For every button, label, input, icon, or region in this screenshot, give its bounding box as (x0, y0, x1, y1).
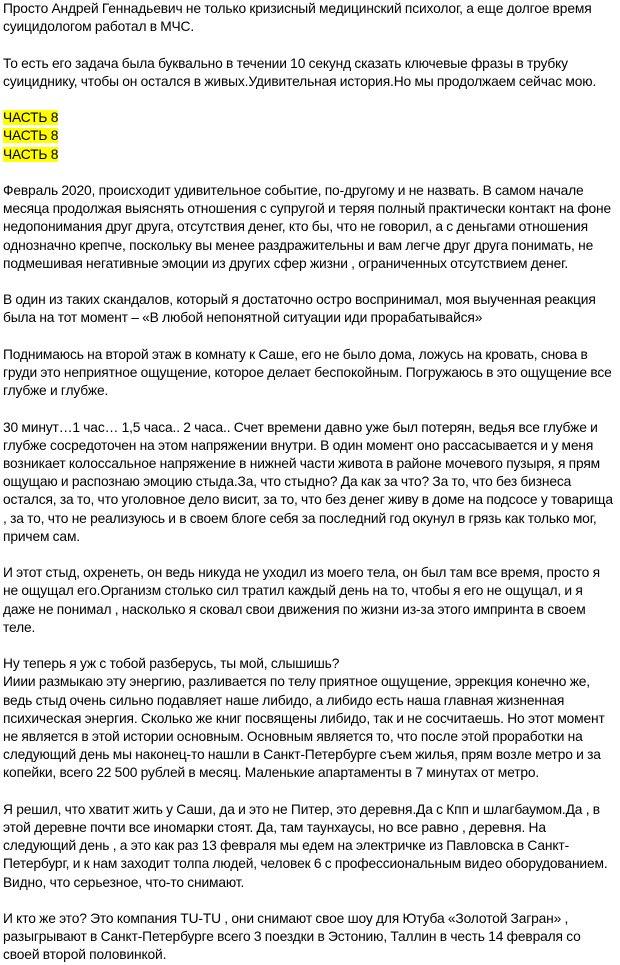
part-heading: ЧАСТЬ 8 (3, 128, 59, 144)
part-heading-block (3, 109, 617, 164)
body-paragraph-time: 30 минут…1 час… 1,5 часа.. 2 часа.. Счет времени давно уже был потерян, ведья все глубже и глубже сосредоточен на этом напряжении внутри. В один момент оно рассасывается и у меня возникает колоссальное напряжение в нижней части живота в районе мочевого пузыря, я прям ощущаю и распознаю эмоцию стыда.За, что стыдно? Да как за что? За то, что без бизнеса остался, за то, что уголовное дело висит, за то, что без денег живу в доме на подсосе у товарища , за то, что не реализуюсь и в своем блоге себя за последний год окунул в грязь как только мог, причем сам. (3, 419, 613, 544)
body-paragraph-village: Я решил, что хватит жить у Саши, да и это не Питер, это деревня.Да с Кпп и шлагбаумом.Да , в этой деревне почти все иномарки стоят. Да, там таунхаусы, но все равно , деревня. На следующий день , а это как раз 13 февраля мы едем на электричке из Павловска в Санкт-Петербург, и к нам заходит толпа людей, человек 6 с профессиональным видео оборудованием. Видно, что серьезное, что-то снимают. (3, 801, 608, 890)
part-heading: ЧАСТЬ 8 (3, 146, 59, 162)
part-heading: ЧАСТЬ 8 (3, 110, 59, 126)
body-paragraph-february: Февраль 2020, происходит удивительное событие, по-другому и не назвать. В самом начале месяца продолжая выяснять отношения с супругой и теряя полный практически контакт на фоне недопонимания друг друга, отсутствия денег, кто бы, что не говорил, а с деньгами отношения однозначно крепче, поскольку вы менее раздражительны и вам легче друг друга понимать, не подмешивая негативные эмоции из других сфер жизни , ограниченных отсутствием денег. (3, 182, 612, 271)
intro-paragraph-2: То есть его задача была буквально в течении 10 секунд сказать ключевые фразы в трубку суициднику, чтобы он остался в живых.Удивительная история.Но мы продолжаем сейчас мою. (3, 55, 597, 89)
body-paragraph-scandal: В один из таких скандалов, который я достаточно остро воспринимал, моя выученная реакция была на тот момент – «В любой непонятной ситуации иди прорабатывайся» (3, 292, 596, 326)
intro-paragraph-1: Просто Андрей Геннадьевич не только кризисный медицинский психолог, а еще долгое время суицидологом работал в МЧС. (3, 1, 592, 35)
body-paragraph-tutu: И кто же это? Это компания TU-TU , они снимают свое шоу для Ютуба «Золотой Загран» , разыгрывают в Санкт-Петербурге всего 3 поездки в Эстонию, Таллин в честь 14 февраля со своей второй половинкой. (3, 911, 581, 963)
body-paragraph-second-floor: Поднимаюсь на второй этаж в комнату к Саше, его не было дома, ложусь на кровать, снова в груди это неприятное ощущение, которое делает беспокойным. Погружаюсь в это ощущение все глубже и глубже. (3, 346, 612, 399)
body-paragraph-energy: Ну теперь я уж с тобой разберусь, ты мой, слышишь? Ииии размыкаю эту энергию, разливается по телу приятное ощущение, эррекция конечно же, ведь стыд очень сильно подавляет наше либидо, а либидо есть наша главная жизненная психическая энергия. Сколько же книг посвящены либидо, так и не сосчитаешь. Но этот момент не является в этой истории основным. Основным является то, что после этой проработки на следующий день мы наконец-то нашли в Санкт-Петербурге съем жилья, прям возле метро и за копейки, всего 22 500 рублей в месяц. Маленькие апартаменты в 7 минутах от метро. (3, 656, 605, 781)
body-paragraph-shame: И этот стыд, охренеть, он ведь никуда не уходил из моего тела, он был там все время, просто я не ощущал его.Организм столько сил тратил каждый день на то, чтобы я его не ощущал, и я даже не понимал , насколько я сковал свои движения по жизни из-за этого импринта в своем теле. (3, 565, 600, 635)
